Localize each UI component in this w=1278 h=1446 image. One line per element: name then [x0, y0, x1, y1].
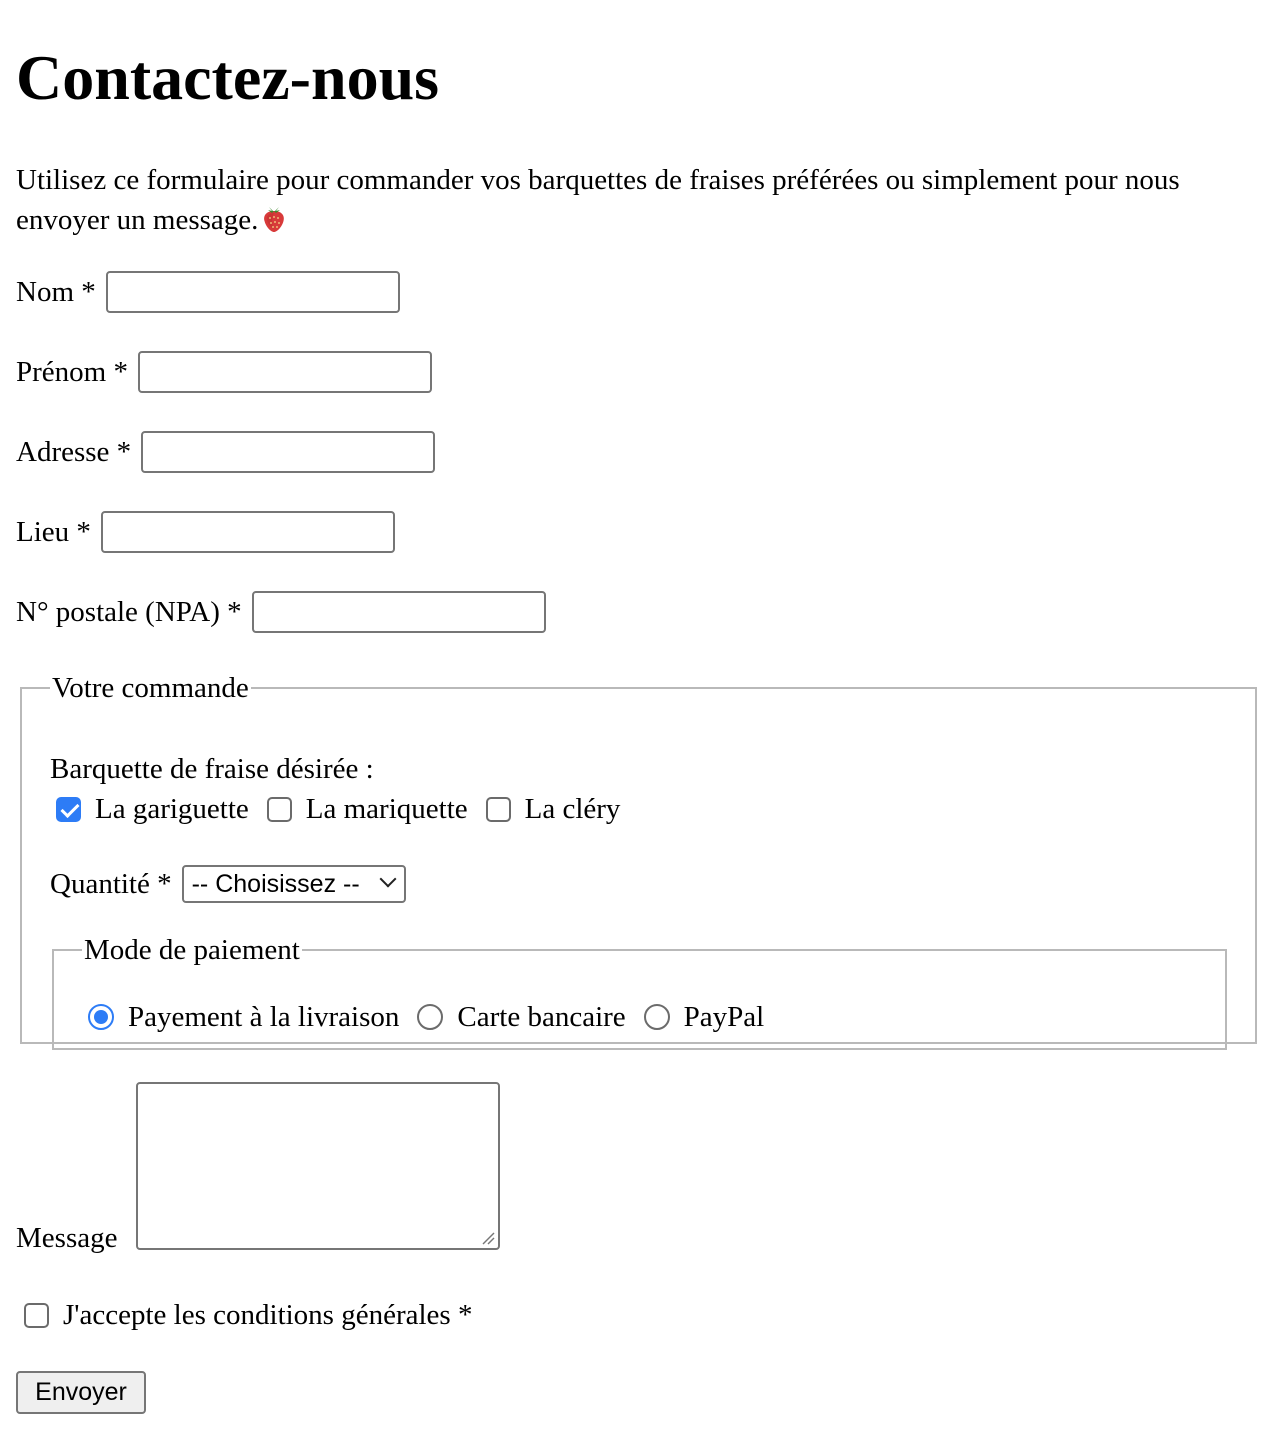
payment-fieldset	[52, 934, 1227, 1050]
card-radio[interactable]	[417, 1004, 443, 1030]
variety-option-clery[interactable]	[486, 792, 621, 826]
clery-label: La cléry	[524, 793, 621, 825]
order-legend: Votre commande	[52, 672, 249, 704]
adresse-row	[16, 431, 435, 473]
payment-option-paypal[interactable]	[644, 1000, 765, 1034]
delivery-radio[interactable]	[88, 1004, 114, 1030]
chevron-down-icon	[379, 871, 396, 888]
npa-input[interactable]	[252, 591, 546, 633]
terms-checkbox[interactable]	[24, 1303, 49, 1328]
adresse-input[interactable]	[141, 431, 435, 473]
quantity-select[interactable]	[182, 865, 406, 903]
terms-label: J'accepte les conditions générales *	[63, 1299, 473, 1331]
paypal-label: PayPal	[683, 1001, 765, 1033]
clery-checkbox[interactable]	[486, 797, 511, 822]
card-label: Carte bancaire	[457, 1001, 626, 1033]
gariguette-label: La gariguette	[95, 793, 249, 825]
mariquette-label: La mariquette	[305, 793, 468, 825]
npa-row	[16, 591, 546, 633]
intro-text-content: Utilisez ce formulaire pour commander vos barquettes de fraises préférées ou simplement pour nous envoyer un message.	[16, 164, 1180, 236]
page-title: Contactez-nous	[16, 42, 440, 113]
message-label: Message	[16, 1222, 118, 1254]
lieu-input[interactable]	[101, 511, 395, 553]
quantity-label: Quantité *	[50, 867, 172, 900]
prenom-row	[16, 351, 432, 393]
variety-option-mariquette[interactable]	[267, 792, 468, 826]
nom-row	[16, 271, 400, 313]
lieu-row	[16, 511, 395, 553]
mariquette-checkbox[interactable]	[267, 797, 292, 822]
adresse-label: Adresse *	[16, 435, 132, 468]
payment-legend: Mode de paiement	[84, 934, 300, 966]
gariguette-checkbox[interactable]	[56, 797, 81, 822]
quantity-selected-value: -- Choisissez --	[191, 869, 360, 898]
variety-option-gariguette[interactable]	[56, 792, 249, 826]
terms-row[interactable]	[24, 1298, 472, 1332]
payment-option-delivery[interactable]	[88, 1000, 399, 1034]
varieties-group	[56, 792, 638, 826]
order-fieldset	[20, 672, 1257, 1044]
strawberry-icon	[262, 205, 286, 233]
intro-text	[16, 160, 1256, 240]
paypal-radio[interactable]	[644, 1004, 670, 1030]
prenom-label: Prénom *	[16, 355, 128, 388]
payment-options	[88, 1000, 782, 1034]
quantity-row	[50, 864, 406, 904]
nom-label: Nom *	[16, 275, 96, 308]
prenom-input[interactable]	[138, 351, 432, 393]
lieu-label: Lieu *	[16, 515, 91, 548]
submit-button[interactable]: Envoyer	[16, 1371, 146, 1414]
npa-label: N° postale (NPA) *	[16, 595, 242, 628]
payment-option-card[interactable]	[417, 1000, 625, 1034]
varieties-label: Barquette de fraise désirée :	[50, 753, 374, 785]
delivery-label: Payement à la livraison	[128, 1001, 400, 1033]
message-textarea[interactable]	[136, 1082, 500, 1250]
nom-input[interactable]	[106, 271, 400, 313]
resize-grip-icon[interactable]	[481, 1231, 495, 1245]
